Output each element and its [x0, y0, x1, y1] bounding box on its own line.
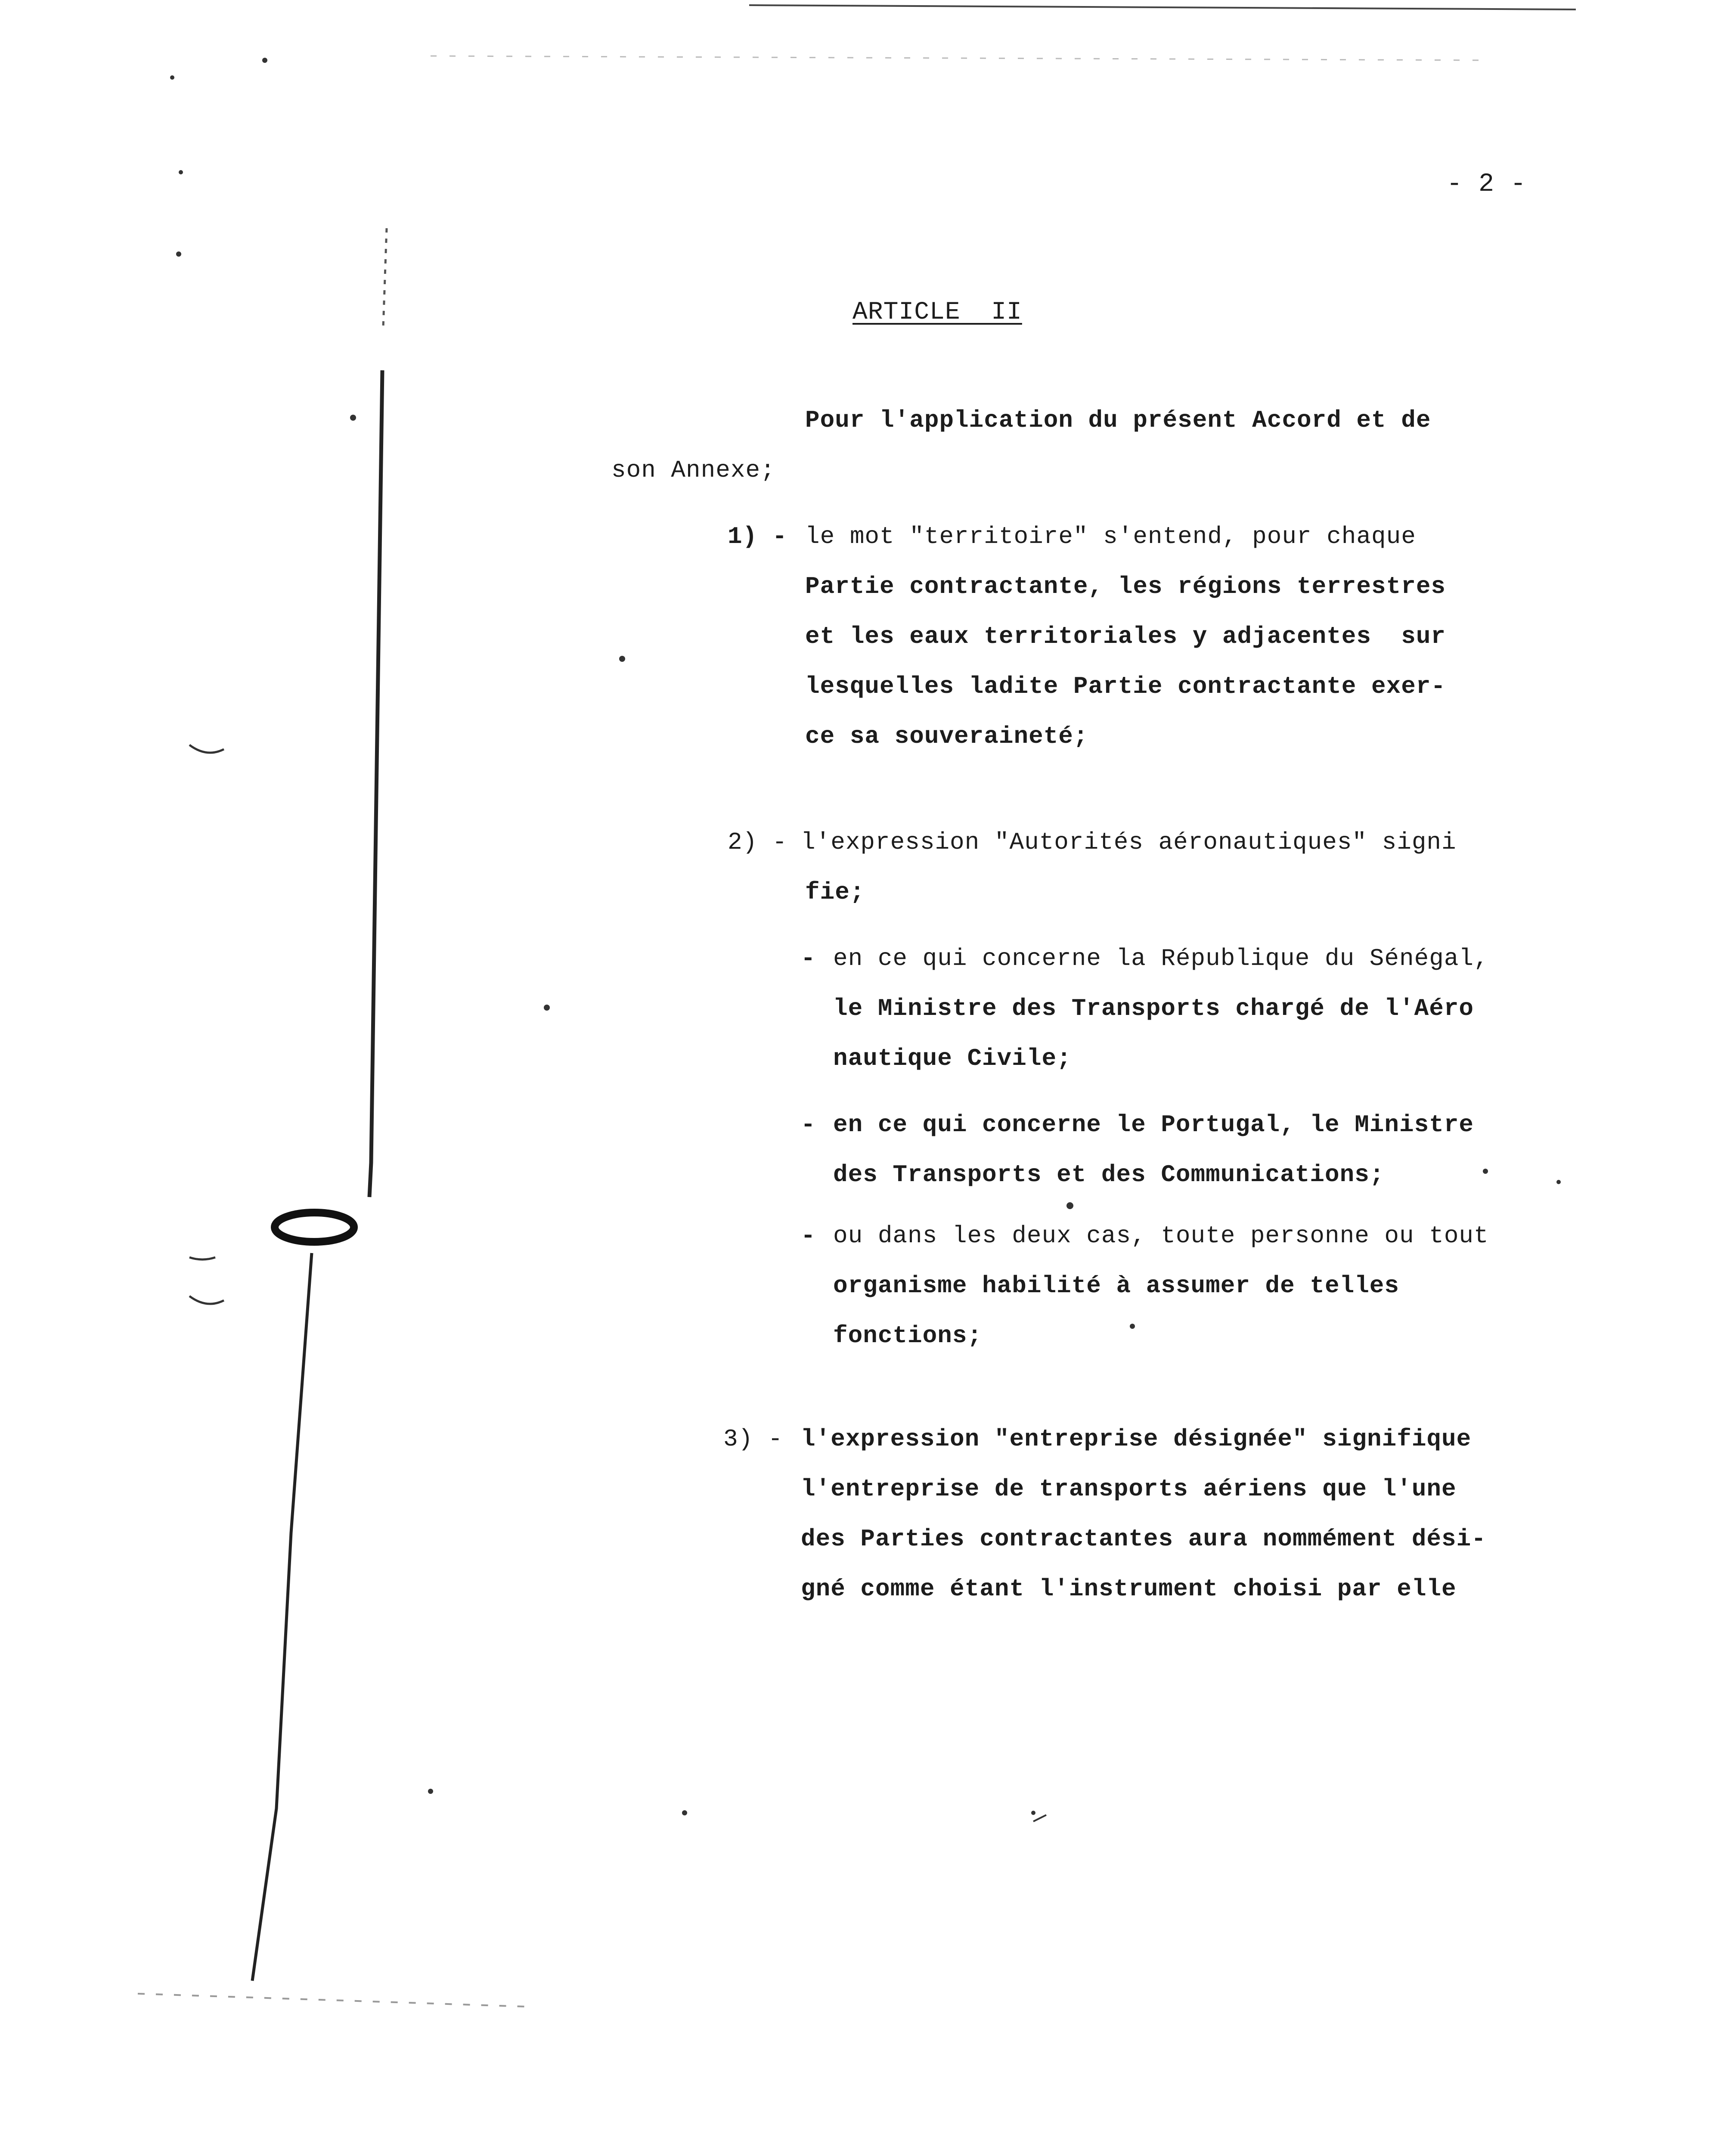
paren-mark-1 — [189, 745, 224, 753]
margin-dash — [383, 228, 387, 327]
bottom-dotted-line — [138, 1994, 525, 2007]
top-edge-line — [749, 5, 1576, 9]
top-dotted-line — [431, 56, 1490, 60]
item-1-line-3: et les eaux territoriales y adjacentes sur — [805, 623, 1446, 650]
subitem-2-line-1: en ce qui concerne le Portugal, le Ministre — [833, 1111, 1474, 1139]
subitem-3-marker: - — [801, 1222, 816, 1250]
subitem-1-marker: - — [801, 945, 816, 972]
item-2-line-2: fie; — [805, 878, 865, 906]
article-title: ARTICLE II — [852, 298, 1022, 326]
item-3-line-4: gné comme étant l'instrument choisi par elle — [801, 1575, 1457, 1603]
item-1-line-5: ce sa souveraineté; — [805, 723, 1088, 750]
item-3-line-2: l'entreprise de transports aériens que l'une — [801, 1475, 1457, 1503]
item-3-line-3: des Parties contractantes aura nommément dési- — [801, 1525, 1486, 1553]
subitem-3-line-1: ou dans les deux cas, toute personne ou tout — [833, 1222, 1489, 1250]
subitem-1-line-3: nautique Civile; — [833, 1045, 1072, 1072]
paren-mark-3 — [189, 1296, 224, 1304]
item-1-line-4: lesquelles ladite Partie contractante exer- — [805, 673, 1446, 700]
subitem-1-line-2: le Ministre des Transports chargé de l'Aéro — [833, 995, 1474, 1022]
subitem-3-line-3: fonctions; — [833, 1322, 983, 1350]
binding-hole-mark — [275, 1213, 354, 1242]
stray-mark — [1033, 1815, 1046, 1821]
subitem-2-marker: - — [801, 1111, 816, 1139]
intro-line-2: son Annexe; — [611, 456, 775, 484]
margin-rule-lower — [252, 1253, 312, 1981]
item-3-line-1: l'expression "entreprise désignée" signifique — [801, 1425, 1472, 1453]
subitem-2-line-2: des Transports et des Communications; — [833, 1161, 1385, 1188]
intro-line-1: Pour l'application du présent Accord et de — [805, 406, 1431, 434]
subitem-1-line-1: en ce qui concerne la République du Sénégal, — [833, 945, 1489, 972]
item-2-line-1: l'expression "Autorités aéronautiques" signi — [801, 828, 1457, 856]
page-number: - 2 - — [1447, 170, 1527, 199]
margin-rule-upper — [369, 370, 382, 1197]
item-3-marker: 3) - — [723, 1425, 783, 1453]
item-1-line-1: le mot "territoire" s'entend, pour chaque — [805, 523, 1416, 550]
paren-mark-2 — [189, 1257, 215, 1260]
subitem-3-line-2: organisme habilité à assumer de telles — [833, 1272, 1400, 1300]
item-1-line-2: Partie contractante, les régions terrestres — [805, 573, 1446, 600]
item-1-marker: 1) - — [728, 523, 787, 550]
item-2-marker: 2) - — [728, 828, 787, 856]
